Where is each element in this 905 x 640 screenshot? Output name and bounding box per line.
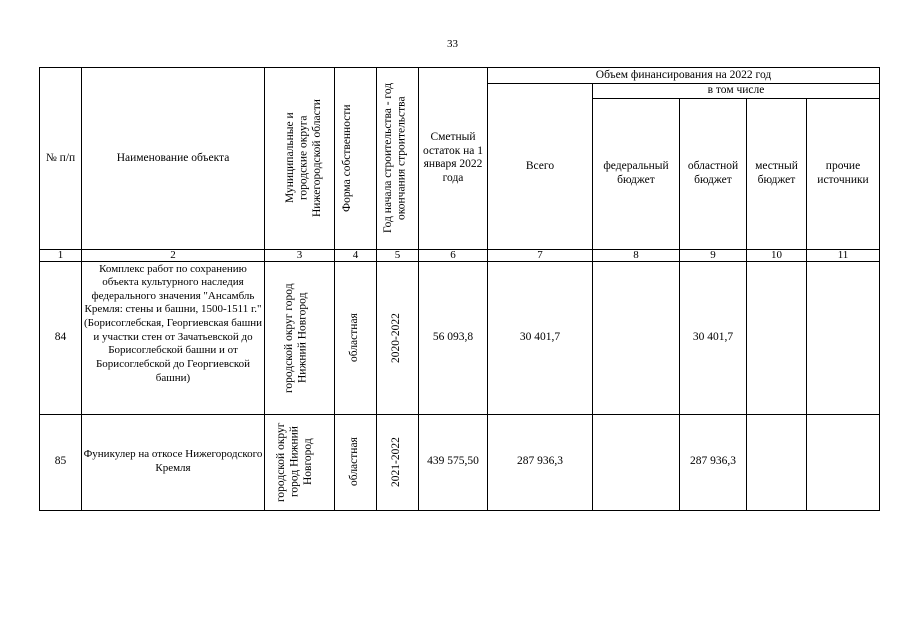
column-number: 7 — [488, 249, 593, 261]
row-total: 30 401,7 — [488, 261, 593, 414]
row-num: 85 — [40, 414, 82, 510]
header-years-label: Год начала строительства - год окончания строительства — [381, 83, 408, 234]
header-municipality-label: Муниципальные и городские округа Нижегородской области — [283, 99, 323, 218]
table-row — [40, 261, 880, 414]
row-other — [807, 414, 880, 510]
header-row-top — [40, 68, 880, 84]
financing-table — [39, 67, 880, 511]
row-name: Комплекс работ по сохранению объекта культурного наследия федерального значения "Ансамбль Кремля: стены и башни, 1500-1511 г." (Борисоглебская, Георгиевская башни и участки стен от Зачатьевской до Борисоглебской башни и от Борисоглебской до Георгиевской башни) — [82, 261, 265, 414]
header-years — [377, 68, 419, 250]
row-total: 287 936,3 — [488, 414, 593, 510]
header-num: № п/п — [40, 68, 82, 250]
column-number: 10 — [747, 249, 807, 261]
row-estimate: 439 575,50 — [419, 414, 488, 510]
column-number: 2 — [82, 249, 265, 261]
header-municipality — [265, 68, 335, 250]
column-number: 11 — [807, 249, 880, 261]
column-number: 3 — [265, 249, 335, 261]
row-regional: 287 936,3 — [680, 414, 747, 510]
column-number: 4 — [335, 249, 377, 261]
row-name: Фуникулер на откосе Нижегородского Кремля — [82, 414, 265, 510]
row-other — [807, 261, 880, 414]
column-number: 8 — [593, 249, 680, 261]
column-number: 9 — [680, 249, 747, 261]
header-including: в том числе — [593, 84, 880, 99]
row-municipality — [265, 414, 335, 510]
column-number: 1 — [40, 249, 82, 261]
row-estimate: 56 093,8 — [419, 261, 488, 414]
page-number: 33 — [447, 38, 458, 50]
header-ownership — [335, 68, 377, 250]
header-federal: федеральный бюджет — [593, 98, 680, 249]
row-years-label: 2020-2022 — [389, 312, 402, 363]
table-row — [40, 414, 880, 510]
row-federal — [593, 414, 680, 510]
row-ownership-label: областная — [347, 313, 360, 362]
row-years — [377, 414, 419, 510]
row-regional: 30 401,7 — [680, 261, 747, 414]
header-name: Наименование объекта — [82, 68, 265, 250]
row-municipality-label: городской округ город Нижний Новгород — [274, 422, 314, 502]
row-local — [747, 261, 807, 414]
column-number-row — [40, 249, 880, 261]
header-financing: Объем финансирования на 2022 год — [488, 68, 880, 84]
header-ownership-label: Форма собственности — [340, 104, 353, 213]
row-years — [377, 261, 419, 414]
header-regional: областной бюджет — [680, 98, 747, 249]
row-local — [747, 414, 807, 510]
row-municipality-label: городской округ город Нижний Новгород — [282, 282, 309, 393]
row-ownership — [335, 261, 377, 414]
row-ownership-label: областная — [347, 437, 360, 487]
row-federal — [593, 261, 680, 414]
header-local: местный бюджет — [747, 98, 807, 249]
column-number: 5 — [377, 249, 419, 261]
row-municipality — [265, 261, 335, 414]
header-estimate: Сметный остаток на 1 января 2022 года — [419, 68, 488, 250]
column-number: 6 — [419, 249, 488, 261]
row-num: 84 — [40, 261, 82, 414]
header-other: прочие источники — [807, 98, 880, 249]
row-ownership — [335, 414, 377, 510]
row-years-label: 2021-2022 — [389, 437, 402, 487]
header-total: Всего — [488, 84, 593, 250]
